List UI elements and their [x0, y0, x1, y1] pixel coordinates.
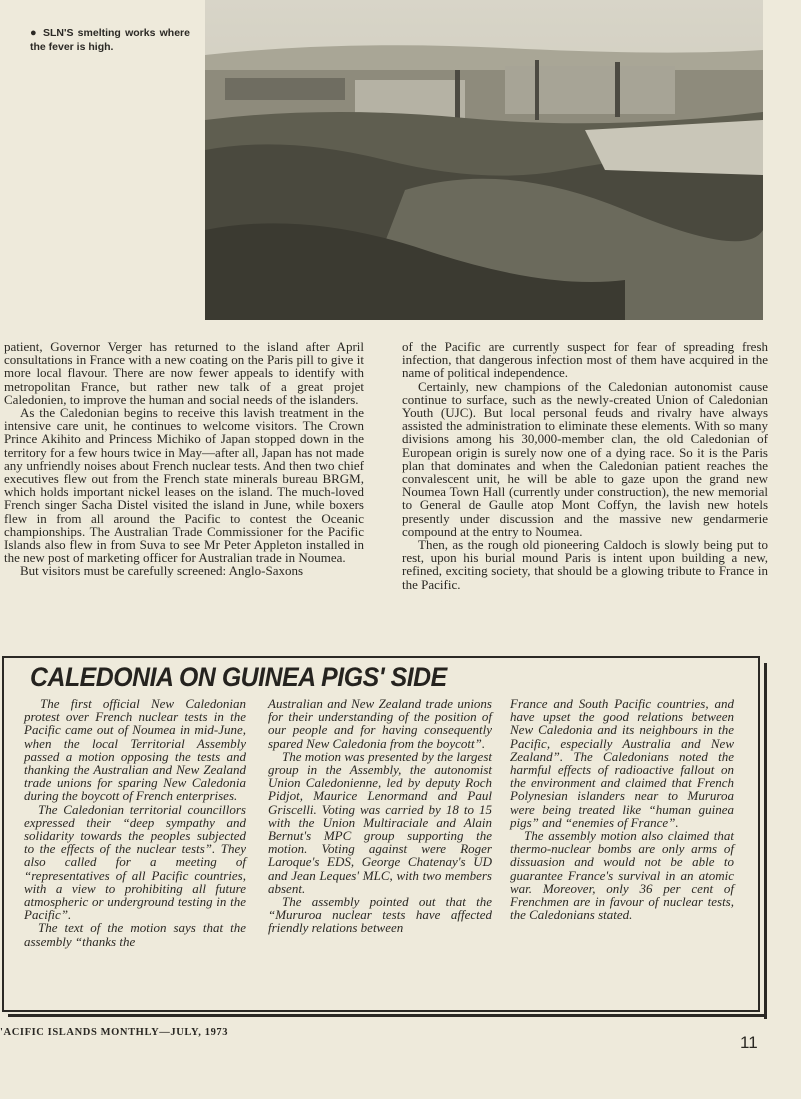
- boxed-paragraph: The motion was presented by the largest group in the Assembly, the autonomist Union Caledonienne, led by deputy Roch Pidjot, Maurice Lenormand and Paul Griscelli. Voting was carried by 18 to 15 with the Union Multiraciale and Alain Bernut's MPC group supporting the motion. Voting against were Roger Laroque's EDS, George Chatenay's UD and Jean Leques' MLC, with two members absent.: [268, 748, 492, 896]
- box-shadow-right: [764, 663, 767, 1019]
- photo-caption: [30, 26, 190, 54]
- article-paragraph: But visitors must be carefully screened: Anglo-Saxons: [20, 563, 304, 579]
- article-paragraph: patient, Governor Verger has returned to the island after April consultations in France with a new coating on the Paris pill to give it more local flavour. There are now fewer appeals to identify with metropolitan France, but rather new talk of a great projet Caledonien, to improve the human and social needs of the islanders.: [4, 339, 364, 407]
- article-column-left: [4, 340, 364, 578]
- article-column-right: [402, 340, 768, 591]
- boxed-paragraph: The text of the motion says that the assembly “thanks the: [24, 920, 246, 949]
- page-number: 11: [740, 1033, 758, 1052]
- caption-text: SLN'S smelting works where the fever is high.: [30, 27, 190, 53]
- boxed-paragraph: The first official New Caledonian protest over French nuclear tests in the Pacific came out of Noumea in mid-June, when the local Territorial Assembly passed a motion opposing the tests and thanking the Australian and New Zealand trade unions for sparing New Caledonia during the boycott of French enterprises.: [24, 696, 246, 804]
- smelting-works-photo: [205, 0, 763, 320]
- article-paragraph: of the Pacific are currently suspect for fear of spreading fresh infection, that dangerous infection most of them have acquired in the name of political independence.: [402, 339, 768, 381]
- boxed-paragraph: France and South Pacific countries, and have upset the good relations between New Caledonia and its neighbours in the Pacific, especially Australia and New Zealand”. The Caledonians noted the harmful effects of radioactive fallout on the environment and claimed that French Polynesian islanders near to Mururoa were being treated like “human guinea pigs” and “enemies of France”.: [510, 696, 734, 830]
- boxed-column-2: [268, 697, 492, 935]
- boxed-paragraph: The Caledonian territorial councillors expressed their “deep sympathy and solidarity towards the peoples subjected to the effects of the nuclear tests”. They also called for a meeting of “representatives of all Pacific countries, with a view to prohibiting all future atmospheric or underground testing in the Pacific”.: [24, 801, 246, 923]
- boxed-paragraph: The assembly pointed out that the “Mururoa nuclear tests have affected friendly relations between: [268, 894, 492, 936]
- boxed-paragraph: Australian and New Zealand trade unions for their understanding of the position of our people and for having consequently spared New Caledonia from the boycott”.: [268, 696, 492, 751]
- boxed-column-3: [510, 697, 734, 921]
- boxed-story-headline: CALEDONIA ON GUINEA PIGS' SIDE: [30, 662, 447, 692]
- article-paragraph: As the Caledonian begins to receive this lavish treatment in the intensive care unit, he continues to welcome visitors. The Crown Prince Akihito and Princess Michiko of Japan stopped down in the territory for a few hours twice in May—after all, Japan has not made any unfriendly noises about French nuclear tests. And then two chief executives flew out from the French state minerals bureau BRGM, which holds important nickel leases on the island. The much-loved French singer Sacha Distel visited the island in June, while boxers flew in from all around the Pacific to contest the Oceanic championships. The Australian Trade Commissioner for the Pacific Islands also flew in from Suva to see Mr Peter Appleton installed in the new post of marketing officer for Australian trade in Noumea.: [4, 405, 364, 566]
- article-paragraph: Certainly, new champions of the Caledonian autonomist cause continue to surface, such as the newly-created Union of Caledonian Youth (UJC). But local personal feuds and rivalry have always assisted the administration to eliminate these elements. With so many divisions among his 30,000-member clan, the old Caledonian of European origin is surely now one of a dying race. So it is the Paris plan that dominates and when the Caledonian patient reaches the convalescent unit, he will be able to gaze upon the grand new Noumea Town Hall (currently under construction), the new memorial to General de Gaulle atop Mont Coffyn, the lavish new hotels presently under discussion and the massive new gendarmerie compound at the entry to Noumea.: [402, 378, 768, 539]
- running-footer: 'ACIFIC ISLANDS MONTHLY—JULY, 1973: [0, 1027, 229, 1038]
- box-shadow-bottom: [8, 1014, 767, 1017]
- boxed-paragraph: The assembly motion also claimed that thermo-nuclear bombs are only arms of dissuasion and would not be able to guarantee France's survival in an atomic war. Moreover, only 36 per cent of Frenchmen are in favour of nuclear tests, the Caledonians stated.: [510, 828, 734, 923]
- article-paragraph: Then, as the rough old pioneering Caldoch is slowly being put to rest, upon his burial mound Paris is intent upon building a new, refined, exciting society, that should be a glowing tribute to France in the Pacific.: [402, 537, 768, 592]
- bullet-icon: ●: [30, 27, 38, 39]
- boxed-column-1: [24, 697, 246, 948]
